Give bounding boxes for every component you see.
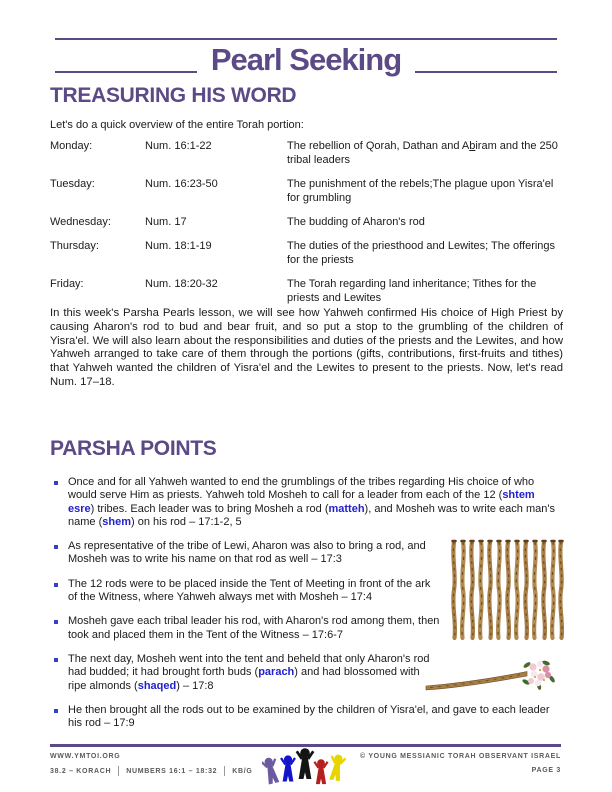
day-label: Wednesday: <box>50 216 111 228</box>
bullet-square-icon <box>54 545 58 549</box>
title-rule-right <box>415 71 557 73</box>
bullet-text: Once and for all Yahweh wanted to end the grumblings of the tribes regarding His choice of who would serve Him as priests. Yahweh told Mosheh to call for a leader from each of the 12 (shtem esre) tribes. Each leader was to bring Mosheh a rod (matteh), and Mosheh was to write each man's name (shem) on his rod – 17:1-2, 5 <box>68 476 555 528</box>
portion-desc: The Torah regarding land inheritance; Tithes for the priests and Lewites <box>287 278 537 304</box>
section-heading-parsha-points: PARSHA POINTS <box>50 437 217 460</box>
footer-separator <box>224 766 225 776</box>
bullet-text: As representative of the tribe of Lewi, Aharon was also to bring a rod, and Mosheh was to write his name on that rod as well – 17:3 <box>68 540 426 566</box>
bullet-text: He then brought all the rods out to be examined by the children of Yisra'el, and gave to each leader his rod – 17:9 <box>68 703 550 730</box>
footer-website: WWW.YMTOI.ORG <box>50 753 121 760</box>
footer-page-number: PAGE 3 <box>531 767 561 774</box>
scripture-ref: Num. 16:1-22 <box>145 140 212 152</box>
section-heading-treasuring: TREASURING HIS WORD <box>50 84 297 107</box>
bullet-square-icon <box>54 481 58 485</box>
torah-portion-schedule <box>50 139 562 305</box>
footer-right <box>360 753 561 774</box>
bullet-square-icon <box>54 620 58 624</box>
bullet-square-icon <box>54 658 58 662</box>
day-label: Thursday: <box>50 240 99 252</box>
page-title: Pearl Seeking <box>210 42 402 77</box>
footer-lesson-number: 38.2 – KORACH <box>50 767 112 775</box>
footer-separator <box>118 766 119 776</box>
portion-desc: The rebellion of Qorah, Dathan and Abiram and the 250 tribal leaders <box>287 140 558 166</box>
bullet-text: The 12 rods were to be placed inside the Tent of Meeting in front of the ark of the Witness, where Yahweh always met with Mosheh – 17:4 <box>68 577 431 604</box>
bullet-text: The next day, Mosheh went into the tent and beheld that only Aharon's rod had budded; it had brought forth buds (parach) and had blossomed with ripe almonds (shaqed) – 17:8 <box>68 652 430 692</box>
day-label: Monday: <box>50 140 93 152</box>
portion-desc: The punishment of the rebels;The plague upon Yisra'el for grumbling <box>287 178 554 204</box>
intro-text: Let's do a quick overview of the entire Torah portion: <box>50 119 304 131</box>
footer-scripture-range: NUMBERS 16:1 – 18:32 <box>126 767 218 775</box>
title-rule-left <box>55 71 197 73</box>
parsha-point-item <box>50 476 564 529</box>
scripture-ref: Num. 18:1-19 <box>145 240 212 252</box>
footer-author-initials: KB/G <box>232 767 253 775</box>
parsha-point-item <box>50 704 564 731</box>
footer-left <box>50 753 253 776</box>
portion-desc: The budding of Aharon's rod <box>287 216 425 228</box>
bullet-text: Mosheh gave each tribal leader his rod, with Aharon's rod among them, then took and placed them in the Tent of the Witness – 17:6-7 <box>68 615 440 641</box>
twelve-rods-image <box>448 538 566 642</box>
bullet-square-icon <box>54 583 58 587</box>
day-label: Friday: <box>50 278 84 290</box>
scripture-ref: Num. 18:20-32 <box>145 278 218 290</box>
dancing-children-logo <box>262 746 348 790</box>
footer-lesson-info <box>50 766 253 776</box>
portion-desc: The duties of the priesthood and Lewites; The offerings for the priests <box>287 240 556 266</box>
header-title-row <box>55 40 557 80</box>
budding-rod-image <box>424 655 564 697</box>
day-label: Tuesday: <box>50 178 95 190</box>
scripture-ref: Num. 16:23-50 <box>145 178 218 190</box>
bullet-square-icon <box>54 709 58 713</box>
footer-copyright: © YOUNG MESSIANIC TORAH OBSERVANT ISRAEL <box>359 753 561 760</box>
scripture-ref: Num. 17 <box>145 216 187 228</box>
overview-paragraph: In this week's Parsha Pearls lesson, we will see how Yahweh confirmed His choice of High Priest by causing Aharon's rod to bud and bear fruit, and so put a stop to the grumbling of the children of Yisra'el. We will also learn about the responsibilities and duties of the priests and the Lewites, and how Yahweh arranged to take care of them through the portions (gifts, contributions, first-fruits and tithes) that Yahweh wanted the children of Yisra'el and the Lewites to present to the priests. Now, let's read Num. 17–18. <box>50 307 563 388</box>
